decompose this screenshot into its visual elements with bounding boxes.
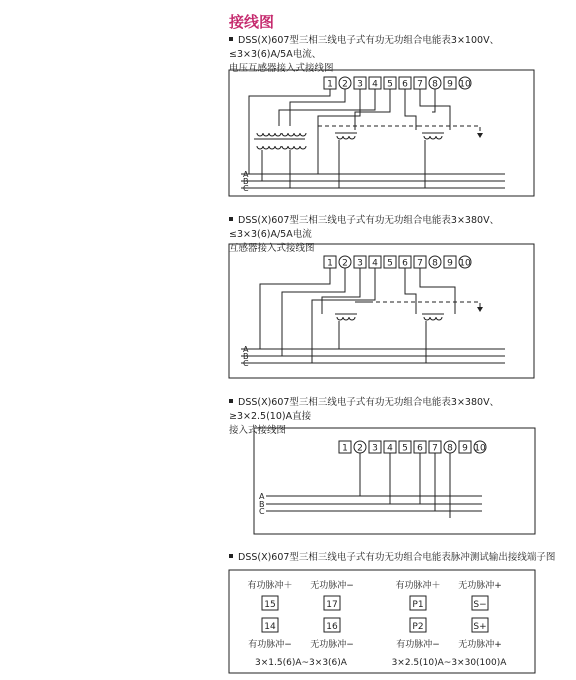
pulse-terminal-15 xyxy=(262,596,278,610)
terminal-label: 1 xyxy=(342,443,348,454)
terminal-5 xyxy=(384,77,396,90)
phase-label-a: A xyxy=(243,345,249,354)
terminal-label: 4 xyxy=(372,79,378,90)
terminal-7 xyxy=(414,256,426,269)
pulse-terminal-label: S− xyxy=(473,600,487,610)
terminal-4 xyxy=(369,256,381,269)
dashed-line xyxy=(418,126,480,133)
terminal-label: 3 xyxy=(372,443,378,454)
pulse-terminal-16 xyxy=(324,618,340,632)
terminal-label: 6 xyxy=(402,258,408,269)
terminal-10 xyxy=(459,77,471,90)
wire xyxy=(432,89,435,112)
terminal-label: 7 xyxy=(432,443,438,454)
terminal-9 xyxy=(444,256,456,269)
pulse-range-label: 3×2.5(10)A~3×30(100)A xyxy=(391,658,507,668)
terminal-label: 5 xyxy=(402,443,408,454)
caption-line: 电压互感器接入式接线图 xyxy=(229,63,334,74)
terminal-label: 6 xyxy=(402,79,408,90)
terminal-label: 8 xyxy=(432,79,438,90)
pulse-terminal-label: 16 xyxy=(326,622,338,632)
pulse-bottom-label: 有功脉冲− xyxy=(396,640,440,650)
terminal-label: 1 xyxy=(327,79,333,90)
wire xyxy=(282,268,345,356)
terminal-10 xyxy=(459,256,471,269)
terminal-label: 2 xyxy=(342,258,348,269)
current-transformer-coil xyxy=(424,136,442,139)
terminal-label: 6 xyxy=(417,443,423,454)
wire xyxy=(405,268,416,314)
terminal-7 xyxy=(429,441,441,454)
wire xyxy=(405,89,416,130)
terminal-label: 7 xyxy=(417,258,423,269)
pulse-terminal-S− xyxy=(472,596,488,610)
terminal-label: 8 xyxy=(432,258,438,269)
terminal-7 xyxy=(414,77,426,90)
voltage-transformer-coil xyxy=(257,146,281,149)
terminal-9 xyxy=(459,441,471,454)
pulse-bottom-label: 无功脉冲+ xyxy=(458,640,502,650)
terminal-label: 5 xyxy=(387,79,393,90)
wire xyxy=(260,268,330,349)
pulse-terminal-label: 14 xyxy=(264,622,276,632)
pulse-terminal-S+ xyxy=(472,618,488,632)
phase-label-a: A xyxy=(243,170,249,179)
terminal-1 xyxy=(324,256,336,269)
terminal-label: 8 xyxy=(447,443,453,454)
terminal-label: 2 xyxy=(342,79,348,90)
phase-label-b: B xyxy=(243,177,249,186)
terminal-4 xyxy=(384,441,396,454)
current-transformer-coil xyxy=(337,317,355,320)
terminal-8 xyxy=(444,441,456,454)
terminal-6 xyxy=(414,441,426,454)
phase-label-c: C xyxy=(259,507,265,516)
page-title: 接线图 xyxy=(229,13,275,31)
arrow-icon xyxy=(477,133,483,138)
pulse-terminal-P1 xyxy=(410,596,426,610)
arrow-icon xyxy=(477,307,483,312)
terminal-2 xyxy=(339,77,351,90)
pulse-terminal-P2 xyxy=(410,618,426,632)
phase-label-a: A xyxy=(259,492,265,501)
dashed-line xyxy=(362,302,480,307)
terminal-label: 4 xyxy=(372,258,378,269)
pulse-terminal-label: 15 xyxy=(264,600,276,610)
phase-label-c: C xyxy=(243,359,249,368)
terminal-label: 3 xyxy=(357,79,363,90)
terminal-1 xyxy=(324,77,336,90)
terminal-6 xyxy=(399,256,411,269)
caption-line: DSS(X)607型三相三线电子式有功无功组合电能表3×100V、≤3×3(6)A/5A电流、 xyxy=(229,35,500,60)
phase-label-b: B xyxy=(243,352,249,361)
pulse-terminal-label: P1 xyxy=(412,600,424,610)
pulse-bottom-label: 无功脉冲− xyxy=(310,640,354,650)
pulse-terminal-17 xyxy=(324,596,340,610)
terminal-8 xyxy=(429,256,441,269)
pulse-top-label: 无功脉冲+ xyxy=(458,581,502,591)
terminal-9 xyxy=(444,77,456,90)
terminal-label: 9 xyxy=(447,79,453,90)
pulse-terminal-label: P2 xyxy=(412,622,424,632)
terminal-label: 10 xyxy=(459,79,471,90)
pulse-top-label: 无功脉冲− xyxy=(310,581,354,591)
terminal-1 xyxy=(339,441,351,454)
terminal-label: 2 xyxy=(357,443,363,454)
caption-line: DSS(X)607型三相三线电子式有功无功组合电能表3×380V、≥3×2.5(10)A直接 xyxy=(229,397,500,422)
caption-line: 互感器接入式接线图 xyxy=(229,243,315,254)
current-transformer-coil xyxy=(424,317,442,320)
pulse-top-label: 有功脉冲＋ xyxy=(247,581,293,591)
terminal-label: 3 xyxy=(357,258,363,269)
terminal-label: 10 xyxy=(474,443,486,454)
caption-line: DSS(X)607型三相三线电子式有功无功组合电能表脉冲测试输出接线端子图 xyxy=(238,552,556,563)
terminal-label: 4 xyxy=(387,443,393,454)
terminal-label: 10 xyxy=(459,258,471,269)
terminal-10 xyxy=(474,441,486,454)
terminal-3 xyxy=(354,256,366,269)
wire xyxy=(420,268,455,314)
terminal-label: 1 xyxy=(327,258,333,269)
terminal-label: 7 xyxy=(417,79,423,90)
wire xyxy=(322,268,360,314)
wire xyxy=(279,89,375,126)
voltage-transformer-coil xyxy=(282,133,306,136)
phase-label-c: C xyxy=(243,184,249,193)
terminal-label: 9 xyxy=(447,258,453,269)
terminal-6 xyxy=(399,77,411,90)
terminal-3 xyxy=(354,77,366,90)
pulse-terminal-14 xyxy=(262,618,278,632)
terminal-8 xyxy=(429,77,441,90)
terminal-3 xyxy=(369,441,381,454)
pulse-terminal-label: 17 xyxy=(326,600,338,610)
terminal-4 xyxy=(369,77,381,90)
current-transformer-coil xyxy=(337,136,355,139)
caption-line: DSS(X)607型三相三线电子式有功无功组合电能表3×380V、≤3×3(6)A/5A电流 xyxy=(229,215,500,240)
terminal-5 xyxy=(399,441,411,454)
pulse-top-label: 有功脉冲＋ xyxy=(395,581,441,591)
voltage-transformer-coil xyxy=(257,133,281,136)
pulse-terminal-label: S+ xyxy=(473,622,487,632)
terminal-5 xyxy=(384,256,396,269)
terminal-label: 5 xyxy=(387,258,393,269)
pulse-bottom-label: 有功脉冲− xyxy=(248,640,292,650)
terminal-2 xyxy=(354,441,366,454)
caption-line: 接入式接线图 xyxy=(229,425,287,436)
phase-label-b: B xyxy=(259,500,265,509)
pulse-range-label: 3×1.5(6)A~3×3(6)A xyxy=(255,658,347,668)
terminal-2 xyxy=(339,256,351,269)
terminal-label: 9 xyxy=(462,443,468,454)
voltage-transformer-coil xyxy=(282,146,306,149)
